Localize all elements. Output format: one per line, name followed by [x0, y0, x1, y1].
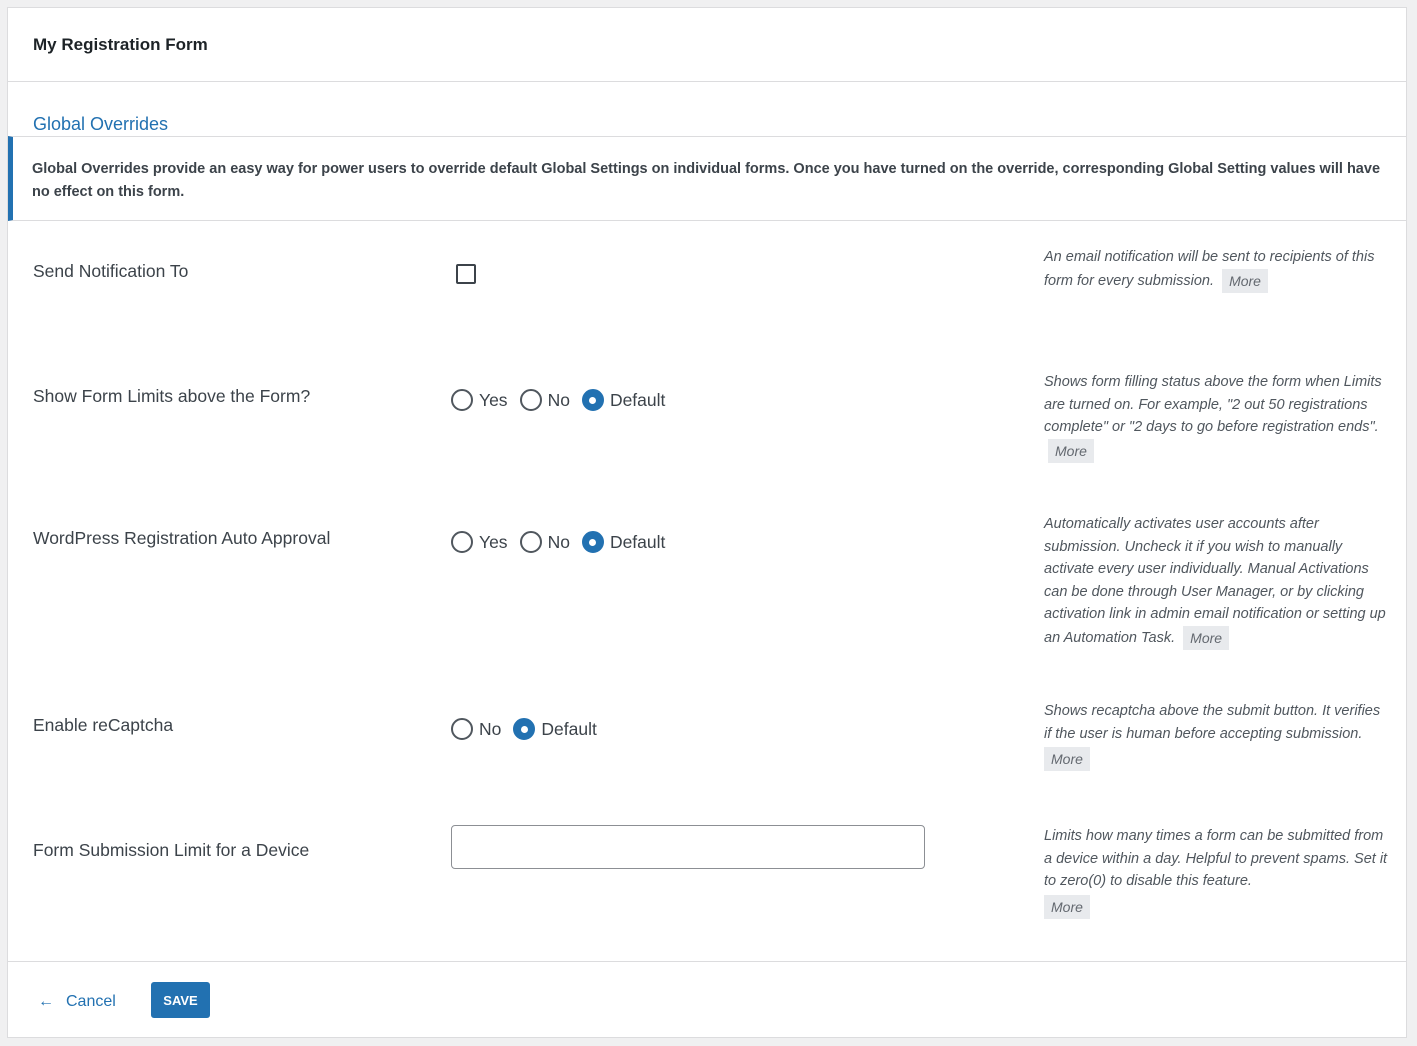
panel-footer	[8, 961, 1406, 1037]
radio-button[interactable]	[451, 531, 473, 553]
radio-label: Yes	[479, 531, 508, 552]
setting-label: Form Submission Limit for a Device	[33, 840, 310, 860]
cancel-link[interactable]	[38, 993, 116, 1011]
radio-button-selected[interactable]	[582, 531, 604, 553]
radio-option-no[interactable]	[520, 389, 570, 411]
setting-help	[1044, 513, 1389, 650]
radio-option-default[interactable]	[582, 389, 665, 411]
radio-label: Default	[541, 718, 597, 739]
more-button[interactable]: More	[1048, 439, 1094, 463]
global-overrides-notice: Global Overrides provide an easy way for power users to override default Global Settings on individual forms. Once you have turned on the override, corresponding Global Setting values will have no effect on this form.	[8, 136, 1406, 221]
setting-row-submission-limit	[8, 814, 1406, 944]
radio-button-selected[interactable]	[513, 718, 535, 740]
radio-option-default[interactable]	[582, 531, 665, 553]
radio-label: No	[547, 389, 570, 410]
radio-option-default[interactable]	[513, 718, 596, 740]
radio-label: Default	[609, 389, 666, 410]
help-text: Shows recaptcha above the submit button. It verifies if the user is human before accepting submission.	[1044, 703, 1381, 742]
setting-help	[1044, 700, 1389, 771]
help-text: Shows form filling status above the form when Limits are turned on. For example, "2 out 50 registrations complete" or "2 days to go before registration ends".	[1044, 374, 1382, 435]
help-text: Limits how many times a form can be submitted from a device within a day. Helpful to prevent spams. Set it to zero(0) to disable this feature.	[1044, 828, 1388, 889]
radio-label: Default	[609, 531, 666, 552]
save-button[interactable]: SAVE	[151, 982, 210, 1018]
radio-option-yes[interactable]	[451, 531, 508, 553]
submission-limit-input[interactable]	[451, 825, 925, 869]
radio-button[interactable]	[451, 718, 473, 740]
setting-control	[451, 264, 476, 284]
radio-option-no[interactable]	[451, 718, 501, 740]
radio-option-yes[interactable]	[451, 389, 508, 411]
help-text: Automatically activates user accounts after submission. Uncheck it if you wish to manually activate every user individually. Manual Activations can be done through User Manager, or by clicking activation link in admin email notification or setting up an Automation Task.	[1044, 516, 1386, 646]
radio-label: No	[479, 718, 502, 739]
setting-help	[1044, 825, 1389, 919]
radio-button[interactable]	[520, 389, 542, 411]
radio-label: No	[547, 531, 570, 552]
setting-row-auto-approval	[8, 502, 1406, 672]
radio-button[interactable]	[451, 389, 473, 411]
more-button[interactable]: More	[1044, 895, 1090, 919]
radio-button[interactable]	[520, 531, 542, 553]
help-text: An email notification will be sent to recipients of this form for every submission.	[1044, 249, 1375, 289]
setting-control	[451, 389, 677, 411]
setting-row-recaptcha	[8, 689, 1406, 799]
cancel-label: Cancel	[66, 993, 116, 1010]
setting-control	[451, 718, 609, 740]
radio-button-selected[interactable]	[582, 389, 604, 411]
setting-help	[1044, 371, 1389, 463]
setting-label: WordPress Registration Auto Approval	[33, 528, 331, 548]
panel-title: My Registration Form	[33, 34, 208, 54]
section-title-global-overrides: Global Overrides	[33, 114, 169, 134]
setting-control	[451, 825, 925, 869]
setting-label: Show Form Limits above the Form?	[33, 386, 311, 406]
more-button[interactable]: More	[1183, 626, 1229, 650]
send-notification-checkbox[interactable]	[456, 264, 476, 284]
form-settings-panel	[7, 7, 1407, 1038]
radio-label: Yes	[479, 389, 508, 410]
setting-help	[1044, 246, 1389, 293]
setting-control	[451, 531, 677, 553]
setting-row-show-form-limits	[8, 360, 1406, 490]
setting-row-send-notification	[8, 240, 1406, 350]
setting-label: Enable reCaptcha	[33, 715, 174, 735]
panel-header	[8, 8, 1406, 82]
setting-label: Send Notification To	[33, 261, 189, 281]
arrow-left-icon: ←	[38, 993, 54, 1010]
more-button[interactable]: More	[1044, 747, 1090, 771]
more-button[interactable]: More	[1222, 269, 1268, 293]
radio-option-no[interactable]	[520, 531, 570, 553]
